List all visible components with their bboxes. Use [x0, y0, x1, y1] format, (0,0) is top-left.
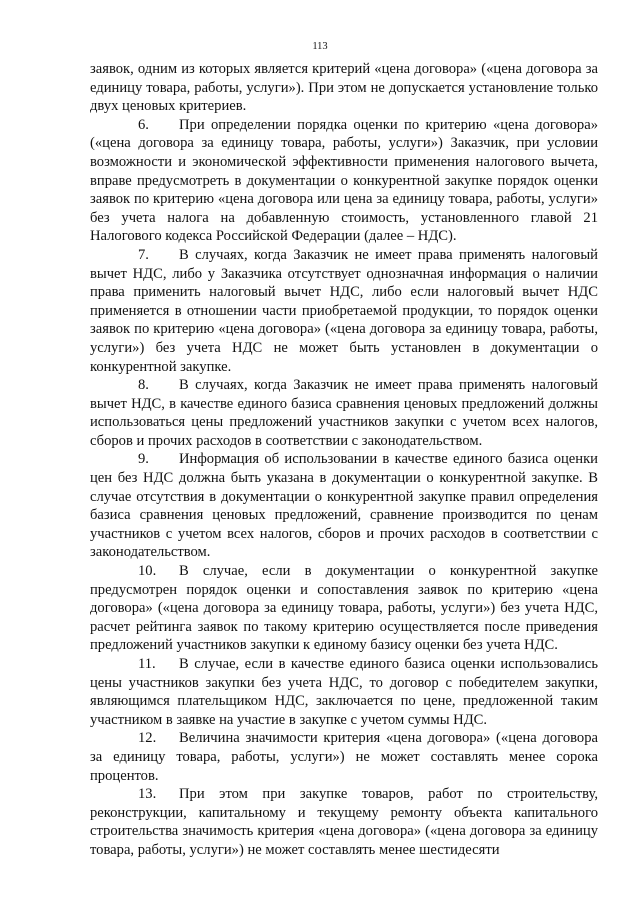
paragraph-number: 11. [138, 656, 156, 672]
paragraph-10 [90, 562, 598, 655]
paragraph-text: При этом при закупке товаров, работ по строительству, реконструкции, капитальному и текущему ремонту объекта капитального строительства значимость критерия «цена договора» («цена договора за единицу товара, работы, услуги») не может составлять менее шестидесяти [90, 786, 598, 858]
paragraph-number: 6. [138, 116, 149, 133]
paragraph-continuation [90, 60, 598, 116]
paragraph-number: 8. [138, 377, 149, 394]
document-body [90, 60, 598, 860]
paragraph-number: 9. [138, 451, 149, 468]
paragraph-9 [90, 450, 598, 562]
paragraph-number: 12. [138, 730, 157, 747]
paragraph-text: В случаях, когда Заказчик не имеет права применять налоговый вычет НДС, либо у Заказчика отсутствует однозначная информация о наличии права применить налоговый вычет НДС, либо если налоговый вычет НДС применяется в отношении части приобретаемой продукции, то порядок оценки заявок по критерию «цена договора» («цена договора за единицу товара, работы, услуги») без учета НДС не может быть установлен в документации о конкурентной закупке. [90, 246, 598, 375]
paragraph-7 [90, 246, 598, 376]
paragraph-12 [90, 729, 598, 785]
paragraph-text: В случае, если в документации о конкурентной закупке предусмотрен порядок оценки и сопоставления заявок по критерию «цена договора» («цена договора за единицу товара, работы, услуги») без учета НДС, расчет рейтинга заявок по такому критерию осуществляется после приведения предложений участников закупки к единому базису оценки без учета НДС. [90, 563, 598, 654]
paragraph-number: 7. [138, 246, 149, 263]
paragraph-text: Информация об использовании в качестве единого базиса оценки цен без НДС должна быть указана в документации о конкурентной закупке. В случае отсутствия в документации о конкурентной закупке правил определения базиса сравнения ценовых предложений, сравнение производится по ценам участников с учетом всех налогов, сборов и прочих расходов в соответствии с законодательством. [90, 451, 598, 561]
page-number: 113 [312, 41, 328, 52]
paragraph-6 [90, 116, 598, 246]
paragraph-number: 13. [138, 786, 157, 803]
paragraph-number: 10. [138, 563, 157, 580]
paragraph-text: В случае, если в качестве единого базиса оценки использовались цены участников закупки без учета НДС, то договор с победителем закупки, являющимся плательщиком НДС, заключается по цене, предложенной таким участником в заявке на участие в закупке с учетом суммы НДС. [90, 656, 598, 728]
paragraph-11 [90, 655, 598, 729]
paragraph-text: Величина значимости критерия «цена договора» («цена договора за единицу товара, работы, услуги») не может составлять менее сорока процентов. [90, 730, 598, 784]
paragraph-13 [90, 785, 598, 859]
paragraph-8 [90, 376, 598, 450]
paragraph-text: В случаях, когда Заказчик не имеет права применять налоговый вычет НДС, в качестве единого базиса сравнения ценовых предложений должны использоваться цены предложений участников закупки с учетом всех налогов, сборов и прочих расходов в соответствии с законодательством. [90, 377, 598, 449]
paragraph-text: заявок, одним из которых является критерий «цена договора» («цена договора за единицу товара, работы, услуги»). При этом не допускается установление только двух ценовых критериев. [90, 61, 598, 115]
paragraph-text: При определении порядка оценки по критерию «цена договора» («цена договора за единицу товара, работы, услуги») Заказчик, при условии возможности и экономической эффективности применения налогового вычета, вправе предусмотреть в документации о конкурентной закупке порядок оценки заявок по критерию «цена договора или цена за единицу товара, работы, услуги» без учета налога на добавленную стоимость, установленного главой 21 Налогового кодекса Российской Федерации (далее – НДС). [90, 116, 598, 245]
